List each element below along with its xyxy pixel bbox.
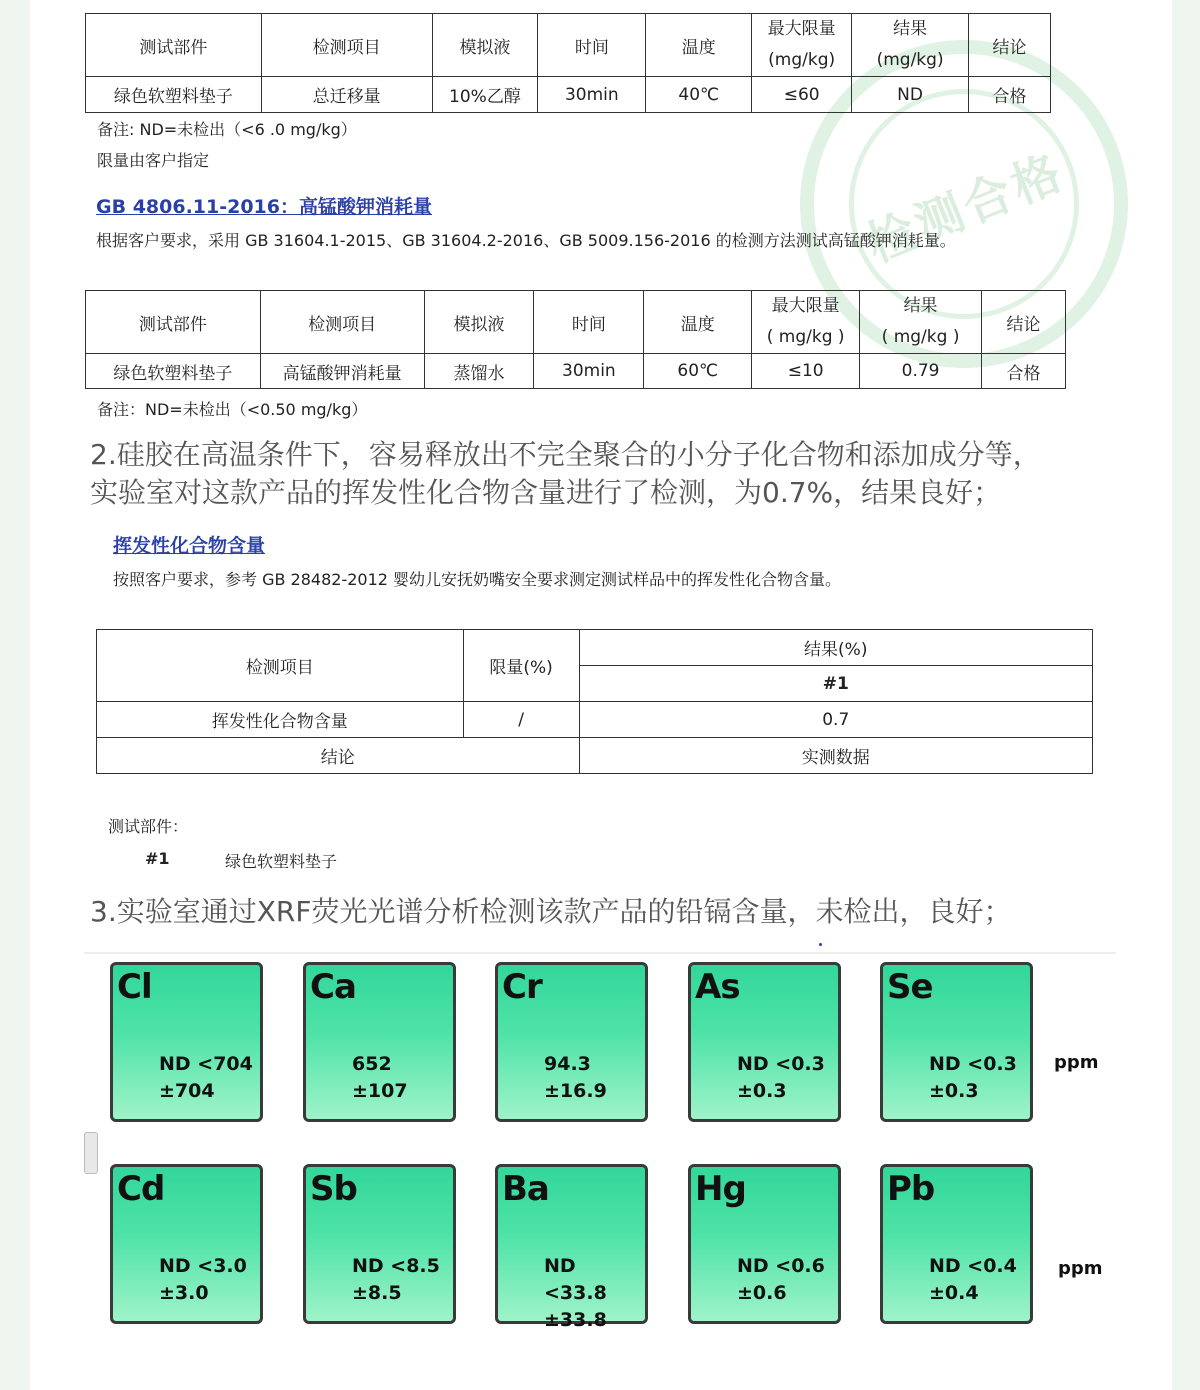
table-header-row xyxy=(86,14,1051,77)
header-cell: 温度 xyxy=(646,14,752,77)
header-cell: 检测项目 xyxy=(97,630,464,702)
uncertainty-line: ±0.4 xyxy=(929,1282,979,1304)
element-tile xyxy=(110,962,263,1122)
note-limit: 限量由客户指定 xyxy=(97,151,210,170)
value-line: ND <3.0 xyxy=(159,1255,247,1277)
table-row xyxy=(86,77,1051,113)
table-cell: 总迁移量 xyxy=(261,77,432,113)
stray-dot xyxy=(819,943,822,946)
value-line: 652 ±107 xyxy=(352,1053,408,1102)
table-cell: / xyxy=(463,702,579,738)
section-desc-volatile: 按照客户要求，参考 GB 28482-2012 婴幼儿安抚奶嘴安全要求测定测试样品中的挥发性化合物含量。 xyxy=(113,570,842,589)
element-value xyxy=(544,1051,645,1105)
element-value xyxy=(544,1253,645,1334)
element-tile xyxy=(495,962,648,1122)
table-cell: 挥发性化合物含量 xyxy=(97,702,464,738)
table-cell: 0.79 xyxy=(860,354,982,389)
uncertainty-line: ±704 xyxy=(159,1080,215,1102)
element-symbol: Sb xyxy=(310,1169,357,1209)
stamp-text: 检测合格 xyxy=(858,143,1073,274)
value-line: ND <704 xyxy=(159,1053,253,1075)
section-title-permanganate[interactable]: GB 4806.11-2016：高锰酸钾消耗量 xyxy=(96,196,432,218)
header-line: 结果 xyxy=(903,296,938,316)
value-line: ND <0.3 xyxy=(737,1053,825,1075)
table-cell: 高锰酸钾消耗量 xyxy=(260,354,424,389)
value-line: ND <0.4 xyxy=(929,1255,1017,1277)
element-symbol: Cl xyxy=(117,967,152,1007)
header-cell xyxy=(752,14,852,77)
element-tile xyxy=(110,1164,263,1324)
paragraph-volatile-line2: 实验室对这款产品的挥发性化合物含量进行了检测，为0.7%，结果良好； xyxy=(90,476,1002,509)
element-tile xyxy=(688,1164,841,1324)
note-nd: 备注: ND=未检出（<6 .0 mg/kg） xyxy=(97,120,357,139)
element-tile xyxy=(688,962,841,1122)
header-line: ( mg/kg ) xyxy=(881,327,960,347)
element-symbol: As xyxy=(695,967,740,1007)
parts-id: #1 xyxy=(145,849,170,868)
value-line: ND <0.6 xyxy=(737,1255,825,1277)
header-cell: 限量(%) xyxy=(463,630,579,702)
element-symbol: Cr xyxy=(502,967,542,1007)
table-cell: ND xyxy=(852,77,969,113)
section-desc-permanganate: 根据客户要求，采用 GB 31604.1-2015、GB 31604.2-2016、GB 5009.156-2016 的检测方法测试高锰酸钾消耗量。 xyxy=(96,231,956,250)
header-line: 最大限量 xyxy=(771,296,840,316)
table-row xyxy=(86,354,1066,389)
element-value xyxy=(737,1253,825,1307)
parts-label: 测试部件： xyxy=(108,817,189,836)
table-cell: 蒸馏水 xyxy=(424,354,534,389)
table-cell: 实测数据 xyxy=(579,738,1092,774)
element-symbol: Ca xyxy=(310,967,356,1007)
note-nd-2: 备注：ND=未检出（<0.50 mg/kg） xyxy=(97,400,368,419)
header-cell: 测试部件 xyxy=(86,14,262,77)
table-cell: 0.7 xyxy=(579,702,1092,738)
paragraph-xrf: 3.实验室通过XRF荧光光谱分析检测该款产品的铅镉含量，未检出，良好； xyxy=(90,895,1012,928)
table-header-row xyxy=(97,630,1093,666)
element-tile xyxy=(880,1164,1033,1324)
header-cell: 结论 xyxy=(969,14,1051,77)
section-title-volatile[interactable]: 挥发性化合物含量 xyxy=(113,535,266,557)
element-symbol: Pb xyxy=(887,1169,935,1209)
table-cell: 30min xyxy=(534,354,644,389)
value-line: ND <8.5 xyxy=(352,1255,440,1277)
header-cell: 时间 xyxy=(534,291,644,354)
table-cell: ≤60 xyxy=(752,77,852,113)
header-cell: 结果(%) xyxy=(579,630,1092,666)
table-cell: 结论 xyxy=(97,738,580,774)
header-cell: #1 xyxy=(579,666,1092,702)
element-symbol: Hg xyxy=(695,1169,746,1209)
value-line: ND <0.3 xyxy=(929,1053,1017,1075)
uncertainty-line: ±8.5 xyxy=(352,1282,402,1304)
table-cell: 合格 xyxy=(982,354,1066,389)
table-cell: 绿色软塑料垫子 xyxy=(86,354,261,389)
header-cell: 检测项目 xyxy=(261,14,432,77)
migration-table xyxy=(85,13,1051,113)
element-value xyxy=(929,1253,1017,1307)
element-symbol: Cd xyxy=(117,1169,165,1209)
table-cell: 60℃ xyxy=(644,354,752,389)
uncertainty-line: ±33.8 xyxy=(544,1309,607,1331)
uncertainty-line: ±3.0 xyxy=(159,1282,209,1304)
table-row xyxy=(97,702,1093,738)
uncertainty-line: ±0.3 xyxy=(737,1080,787,1102)
uncertainty-line: ±0.6 xyxy=(737,1282,787,1304)
header-line: (mg/kg) xyxy=(876,50,944,70)
value-line: ND <33.8 xyxy=(544,1255,607,1304)
table-cell: 绿色软塑料垫子 xyxy=(86,77,262,113)
element-tile xyxy=(495,1164,648,1331)
value-line: 94.3 ±16.9 xyxy=(544,1053,607,1102)
table-cell: ≤10 xyxy=(752,354,860,389)
header-cell: 温度 xyxy=(644,291,752,354)
header-cell: 时间 xyxy=(538,14,646,77)
unit-label: ppm xyxy=(1058,1258,1103,1279)
element-symbol: Se xyxy=(887,967,933,1007)
permanganate-table xyxy=(85,290,1066,389)
header-cell: 结论 xyxy=(982,291,1066,354)
header-line: 最大限量 xyxy=(767,19,836,39)
element-tile xyxy=(303,1164,456,1324)
table-header-row xyxy=(86,291,1066,354)
uncertainty-line: ±0.3 xyxy=(929,1080,979,1102)
element-symbol: Ba xyxy=(502,1169,549,1209)
header-cell xyxy=(752,291,860,354)
table-cell: 30min xyxy=(538,77,646,113)
element-value xyxy=(159,1051,253,1105)
header-cell: 模拟液 xyxy=(424,291,534,354)
unit-label: ppm xyxy=(1054,1052,1099,1073)
header-cell: 检测项目 xyxy=(260,291,424,354)
stamp-inner-ring xyxy=(849,89,1079,319)
paragraph-volatile-line1: 2.硅胶在高温条件下，容易释放出不完全聚合的小分子化合物和添加成分等， xyxy=(90,438,1041,471)
header-cell: 模拟液 xyxy=(432,14,538,77)
parts-name: 绿色软塑料垫子 xyxy=(225,852,338,871)
element-value xyxy=(159,1253,247,1307)
header-line: 结果 xyxy=(893,19,928,39)
table-cell: 合格 xyxy=(969,77,1051,113)
table-cell: 40℃ xyxy=(646,77,752,113)
element-value xyxy=(352,1253,440,1307)
element-value xyxy=(352,1051,453,1105)
header-cell xyxy=(860,291,982,354)
element-tile xyxy=(303,962,456,1122)
element-tile xyxy=(880,962,1033,1122)
scroll-handle[interactable] xyxy=(84,1132,98,1174)
table-row xyxy=(97,738,1093,774)
header-line: (mg/kg) xyxy=(768,50,836,70)
element-value xyxy=(929,1051,1017,1105)
element-value xyxy=(737,1051,825,1105)
header-cell xyxy=(852,14,969,77)
header-line: ( mg/kg ) xyxy=(766,327,845,347)
table-cell: 10%乙醇 xyxy=(432,77,538,113)
volatile-table xyxy=(96,629,1093,774)
header-cell: 测试部件 xyxy=(86,291,261,354)
